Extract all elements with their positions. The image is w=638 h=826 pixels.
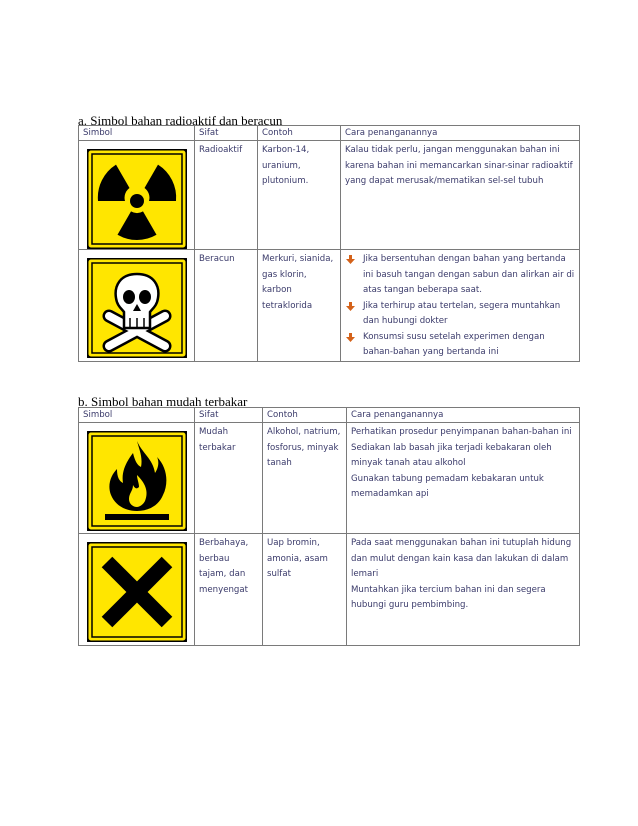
table-row — [79, 423, 580, 534]
symbol-cell — [79, 423, 195, 534]
list-item: Konsumsi susu setelah experimen dengan bahan-bahan yang bertanda ini — [345, 330, 575, 361]
table-header-row — [79, 126, 580, 141]
hazard-table-b — [78, 407, 580, 646]
list-item: Jika bersentuhan dengan bahan yang bertanda ini basuh tangan dengan sabun dan alirkan air di atas tangan beberapa saat. — [345, 252, 575, 299]
section-b-heading: b. Simbol bahan mudah terbakar — [78, 394, 248, 409]
list-item: Jika terhirup atau tertelan, segera muntahkan dan hubungi dokter — [345, 299, 575, 330]
sifat-cell: Radioaktif — [195, 141, 258, 250]
radioactive-icon — [87, 149, 187, 249]
header-cara: Cara penanganannya — [347, 408, 580, 423]
header-simbol: Simbol — [79, 126, 195, 141]
header-cara: Cara penanganannya — [341, 126, 580, 141]
symbol-cell — [79, 534, 195, 646]
symbol-cell — [79, 250, 195, 362]
table-row — [79, 141, 580, 250]
table-header-row — [79, 408, 580, 423]
arrow-down-bullet-icon — [346, 333, 355, 342]
hazard-table-a — [78, 125, 580, 362]
header-sifat: Sifat — [195, 408, 263, 423]
cara-cell: Pada saat menggunakan bahan ini tutuplah hidung dan mulut dengan kain kasa dan lakukan di dalam lemari Muntahkan jika tercium bahan ini dan segera hubungi guru pembimbing. — [347, 534, 580, 646]
cara-cell — [341, 250, 580, 362]
contoh-cell: Karbon-14, uranium, plutonium. — [258, 141, 341, 250]
cara-cell: Perhatikan prosedur penyimpanan bahan-bahan ini Sediakan lab basah jika terjadi kebakaran oleh minyak tanah atau alkohol Gunakan tabung pemadam kebakaran untuk memadamkan api — [347, 423, 580, 534]
x-cross-icon — [87, 542, 187, 642]
section-a-heading: a. Simbol bahan radioaktif dan beracun — [78, 113, 283, 128]
header-contoh: Contoh — [263, 408, 347, 423]
sifat-cell: Mudah terbakar — [195, 423, 263, 534]
header-sifat: Sifat — [195, 126, 258, 141]
header-contoh: Contoh — [258, 126, 341, 141]
contoh-cell: Merkuri, sianida, gas klorin, karbon tetraklorida — [258, 250, 341, 362]
table-row — [79, 250, 580, 362]
sifat-cell: Berbahaya, berbau tajam, dan menyengat — [195, 534, 263, 646]
flame-icon — [87, 431, 187, 531]
arrow-down-bullet-icon — [346, 302, 355, 311]
table-row — [79, 534, 580, 646]
header-simbol: Simbol — [79, 408, 195, 423]
skull-crossbones-icon — [87, 258, 187, 358]
arrow-down-bullet-icon — [346, 255, 355, 264]
cara-cell: Kalau tidak perlu, jangan menggunakan bahan ini karena bahan ini memancarkan sinar-sinar radioaktif yang dapat merusak/mematikan sel-sel tubuh — [341, 141, 580, 250]
sifat-cell: Beracun — [195, 250, 258, 362]
symbol-cell — [79, 141, 195, 250]
contoh-cell: Uap bromin, amonia, asam sulfat — [263, 534, 347, 646]
contoh-cell: Alkohol, natrium, fosforus, minyak tanah — [263, 423, 347, 534]
